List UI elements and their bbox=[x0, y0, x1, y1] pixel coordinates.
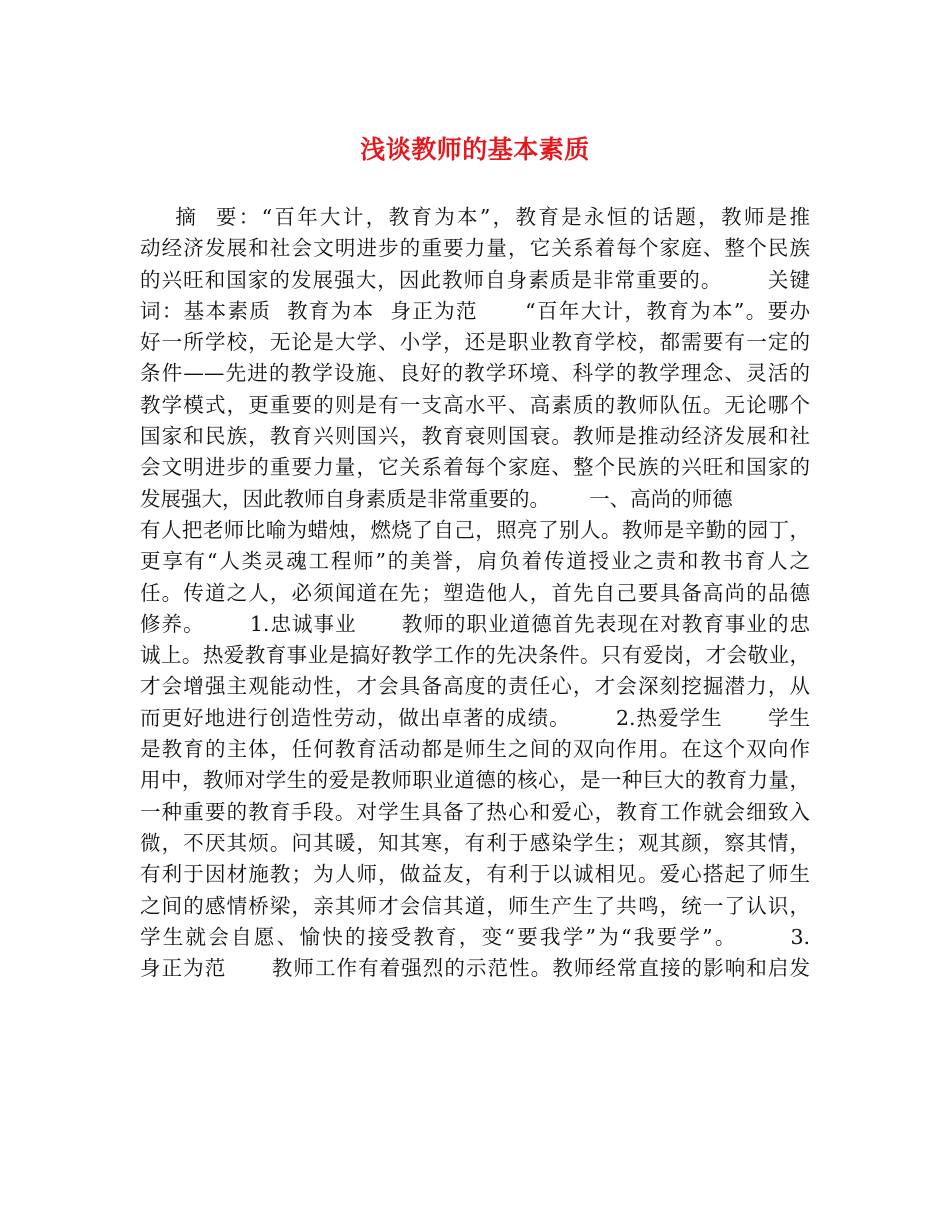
body-line: 任。传道之人，必须闻道在先；塑造他人，首先自己要具备高尚的品德 bbox=[140, 580, 810, 605]
document-title: 浅谈教师的基本素质 bbox=[360, 135, 590, 164]
body-line: 更享有“人类灵魂工程师”的美誉，肩负着传道授业之责和教书育人之 bbox=[140, 549, 810, 574]
body-line: 诚上。热爱教育事业是搞好教学工作的先决条件。只有爱岗，才会敬业， bbox=[140, 643, 810, 668]
body-line: 发展强大，因此教师自身素质是非常重要的。 一、高尚的师德 bbox=[140, 486, 733, 511]
body-line: 好一所学校，无论是大学、小学，还是职业教育学校，都需要有一定的 bbox=[140, 330, 810, 355]
document-body bbox=[140, 202, 810, 984]
body-line: 词：基本素质 教育为本 身正为范 “百年大计，教育为本”。要办 bbox=[140, 298, 810, 323]
body-line: 教学模式，更重要的则是有一支高水平、高素质的教师队伍。无论哪个 bbox=[140, 392, 810, 417]
body-line: 有利于因材施教；为人师，做益友，有利于以诚相见。爱心搭起了师生 bbox=[140, 862, 810, 887]
body-line: 用中，教师对学生的爱是教师职业道德的核心，是一种巨大的教育力量， bbox=[140, 768, 810, 793]
body-line: 动经济发展和社会文明进步的重要力量，它关系着每个家庭、整个民族 bbox=[140, 236, 810, 261]
body-line: 国家和民族，教育兴则国兴，教育衰则国衰。教师是推动经济发展和社 bbox=[140, 424, 810, 449]
body-line: 摘 要：“百年大计，教育为本”，教育是永恒的话题，教师是推 bbox=[140, 205, 810, 229]
body-line: 一种重要的教育手段。对学生具备了热心和爱心，教育工作就会细致入 bbox=[140, 799, 810, 824]
body-line: 的兴旺和国家的发展强大，因此教师自身素质是非常重要的。 关键 bbox=[140, 267, 810, 292]
body-line: 学生就会自愿、愉快的接受教育，变“要我学”为“我要学”。 3. bbox=[140, 924, 810, 949]
body-line: 会文明进步的重要力量，它关系着每个家庭、整个民族的兴旺和国家的 bbox=[140, 455, 810, 480]
body-line: 而更好地进行创造性劳动，做出卓著的成绩。 2.热爱学生 学生 bbox=[140, 705, 810, 730]
body-line: 微，不厌其烦。问其暖，知其寒，有利于感染学生；观其颜，察其情， bbox=[140, 830, 810, 855]
body-line: 是教育的主体，任何教育活动都是师生之间的双向作用。在这个双向作 bbox=[140, 737, 810, 762]
body-line: 有人把老师比喻为蜡烛，燃烧了自己，照亮了别人。教师是辛勤的园丁， bbox=[140, 517, 810, 542]
body-line: 条件——先进的教学设施、良好的教学环境、科学的教学理念、灵活的 bbox=[140, 361, 810, 386]
body-line: 修养。 1.忠诚事业 教师的职业道德首先表现在对教育事业的忠 bbox=[140, 611, 810, 636]
body-line: 才会增强主观能动性，才会具备高度的责任心，才会深刻挖掘潜力，从 bbox=[140, 674, 810, 699]
body-line: 之间的感情桥梁，亲其师才会信其道，师生产生了共鸣，统一了认识， bbox=[140, 893, 810, 918]
body-line: 身正为范 教师工作有着强烈的示范性。教师经常直接的影响和启发 bbox=[140, 956, 810, 981]
